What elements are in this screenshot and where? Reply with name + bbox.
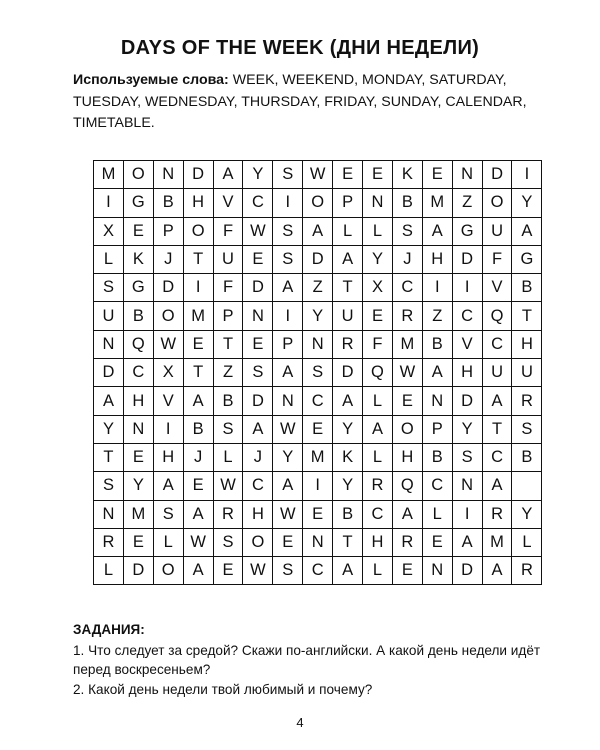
grid-cell: A bbox=[273, 472, 303, 500]
grid-cell: D bbox=[452, 387, 482, 415]
grid-cell: R bbox=[392, 528, 422, 556]
grid-cell: D bbox=[243, 274, 273, 302]
grid-cell: C bbox=[243, 189, 273, 217]
grid-cell: A bbox=[273, 274, 303, 302]
word-search-grid bbox=[93, 160, 542, 585]
grid-cell: P bbox=[333, 189, 363, 217]
grid-cell: A bbox=[422, 359, 452, 387]
grid-cell: E bbox=[273, 528, 303, 556]
grid-cell: A bbox=[213, 161, 243, 189]
grid-cell: I bbox=[273, 302, 303, 330]
task-2: 2. Какой день недели твой любимый и почему? bbox=[73, 682, 373, 697]
grid-cell: N bbox=[243, 302, 273, 330]
grid-cell: J bbox=[392, 245, 422, 273]
grid-cell: T bbox=[482, 415, 512, 443]
grid-cell: P bbox=[273, 330, 303, 358]
grid-cell: A bbox=[333, 557, 363, 585]
grid-cell: A bbox=[482, 387, 512, 415]
task-1: 1. Что следует за средой? Скажи по-английски. А какой день недели идёт перед воскресеньем? bbox=[73, 643, 541, 677]
grid-cell: A bbox=[333, 245, 363, 273]
grid-cell: C bbox=[422, 472, 452, 500]
grid-cell: I bbox=[94, 189, 124, 217]
used-words bbox=[73, 70, 543, 135]
grid-cell: B bbox=[422, 330, 452, 358]
grid-cell: Q bbox=[482, 302, 512, 330]
grid-cell: S bbox=[213, 415, 243, 443]
grid-cell: Z bbox=[452, 189, 482, 217]
grid-cell: S bbox=[94, 472, 124, 500]
grid-cell: H bbox=[422, 245, 452, 273]
grid-cell: E bbox=[303, 415, 333, 443]
grid-cell: W bbox=[392, 359, 422, 387]
grid-cell: S bbox=[512, 415, 542, 443]
grid-cell: P bbox=[153, 217, 183, 245]
grid-cell: V bbox=[452, 330, 482, 358]
grid-row bbox=[94, 557, 542, 585]
grid-cell: O bbox=[153, 302, 183, 330]
grid-cell: H bbox=[123, 387, 153, 415]
grid-row bbox=[94, 415, 542, 443]
grid-cell: A bbox=[482, 557, 512, 585]
grid-cell: N bbox=[452, 472, 482, 500]
grid-cell: A bbox=[333, 387, 363, 415]
grid-cell: A bbox=[303, 217, 333, 245]
grid-cell: R bbox=[512, 557, 542, 585]
grid-cell: Y bbox=[333, 415, 363, 443]
grid-cell: F bbox=[482, 245, 512, 273]
grid-cell: A bbox=[482, 472, 512, 500]
grid-row bbox=[94, 472, 542, 500]
grid-cell: M bbox=[123, 500, 153, 528]
grid-cell: M bbox=[392, 330, 422, 358]
grid-cell: Y bbox=[333, 472, 363, 500]
grid-cell: S bbox=[452, 443, 482, 471]
grid-cell: H bbox=[512, 330, 542, 358]
grid-cell: I bbox=[303, 472, 333, 500]
grid-cell: B bbox=[213, 387, 243, 415]
grid-cell: B bbox=[153, 189, 183, 217]
grid-cell: A bbox=[452, 528, 482, 556]
grid-cell: U bbox=[482, 217, 512, 245]
grid-cell: M bbox=[94, 161, 124, 189]
grid-cell: N bbox=[303, 330, 333, 358]
grid-cell: F bbox=[213, 274, 243, 302]
grid-cell: S bbox=[273, 245, 303, 273]
grid-cell: Q bbox=[363, 359, 393, 387]
page-title: DAYS OF THE WEEK (ДНИ НЕДЕЛИ) bbox=[120, 37, 480, 59]
grid-cell: T bbox=[213, 330, 243, 358]
grid-cell: W bbox=[183, 528, 213, 556]
grid-cell: A bbox=[183, 387, 213, 415]
grid-cell: E bbox=[243, 330, 273, 358]
grid-cell: L bbox=[333, 217, 363, 245]
grid-cell: A bbox=[183, 557, 213, 585]
grid-cell: O bbox=[303, 189, 333, 217]
grid-cell: E bbox=[213, 557, 243, 585]
grid-cell: O bbox=[243, 528, 273, 556]
grid-row bbox=[94, 500, 542, 528]
grid-cell: W bbox=[243, 557, 273, 585]
grid-cell: J bbox=[243, 443, 273, 471]
grid-cell: V bbox=[213, 189, 243, 217]
used-words-label: Используемые слова: bbox=[73, 72, 229, 88]
grid-cell: L bbox=[512, 528, 542, 556]
grid-cell: K bbox=[392, 161, 422, 189]
grid-cell: D bbox=[333, 359, 363, 387]
grid-cell: N bbox=[273, 387, 303, 415]
grid-cell: Z bbox=[213, 359, 243, 387]
grid-cell: B bbox=[512, 443, 542, 471]
grid-cell: I bbox=[452, 500, 482, 528]
grid-cell: D bbox=[123, 557, 153, 585]
grid-cell: A bbox=[153, 472, 183, 500]
grid-cell: Y bbox=[303, 302, 333, 330]
grid-cell: R bbox=[213, 500, 243, 528]
grid-cell: E bbox=[392, 557, 422, 585]
grid-cell: L bbox=[94, 557, 124, 585]
grid-row bbox=[94, 302, 542, 330]
grid-cell: S bbox=[303, 359, 333, 387]
grid-cell: J bbox=[153, 245, 183, 273]
grid-cell: Y bbox=[363, 245, 393, 273]
grid-cell: A bbox=[243, 415, 273, 443]
grid-cell: Z bbox=[303, 274, 333, 302]
grid-cell: C bbox=[303, 387, 333, 415]
grid-cell: U bbox=[333, 302, 363, 330]
grid-row bbox=[94, 387, 542, 415]
grid-cell: A bbox=[422, 217, 452, 245]
grid-cell: L bbox=[213, 443, 243, 471]
grid-cell: K bbox=[333, 443, 363, 471]
grid-cell: G bbox=[123, 274, 153, 302]
grid-cell: J bbox=[183, 443, 213, 471]
grid-cell: A bbox=[512, 217, 542, 245]
grid-cell: O bbox=[123, 161, 153, 189]
grid-cell: P bbox=[213, 302, 243, 330]
grid-cell: I bbox=[512, 161, 542, 189]
grid-cell: E bbox=[363, 302, 393, 330]
grid-cell: H bbox=[153, 443, 183, 471]
grid-cell: B bbox=[512, 274, 542, 302]
grid-cell: S bbox=[243, 359, 273, 387]
grid-cell: C bbox=[363, 500, 393, 528]
grid-cell: S bbox=[94, 274, 124, 302]
grid-cell: R bbox=[482, 500, 512, 528]
grid-cell: Y bbox=[243, 161, 273, 189]
grid-cell: I bbox=[183, 274, 213, 302]
grid-cell: C bbox=[392, 274, 422, 302]
grid-cell: R bbox=[392, 302, 422, 330]
grid-cell: R bbox=[333, 330, 363, 358]
grid-cell: V bbox=[482, 274, 512, 302]
grid-cell: H bbox=[452, 359, 482, 387]
grid-cell: D bbox=[452, 557, 482, 585]
grid-cell: U bbox=[94, 302, 124, 330]
grid-cell: D bbox=[303, 245, 333, 273]
page-number: 4 bbox=[296, 715, 304, 730]
grid-cell: N bbox=[303, 528, 333, 556]
grid-cell: L bbox=[363, 217, 393, 245]
grid-cell: E bbox=[422, 528, 452, 556]
grid-cell: F bbox=[213, 217, 243, 245]
grid-row bbox=[94, 528, 542, 556]
grid-cell: U bbox=[213, 245, 243, 273]
grid-cell: R bbox=[94, 528, 124, 556]
grid-cell: N bbox=[153, 161, 183, 189]
grid-cell: I bbox=[452, 274, 482, 302]
grid-cell: W bbox=[273, 500, 303, 528]
grid-cell: X bbox=[153, 359, 183, 387]
grid-cell: N bbox=[452, 161, 482, 189]
grid-cell: Q bbox=[392, 472, 422, 500]
grid-cell: D bbox=[482, 161, 512, 189]
grid-cell: W bbox=[243, 217, 273, 245]
grid-cell: M bbox=[482, 528, 512, 556]
grid-cell: E bbox=[243, 245, 273, 273]
grid-cell: A bbox=[94, 387, 124, 415]
grid-cell: G bbox=[123, 189, 153, 217]
grid-cell: W bbox=[213, 472, 243, 500]
grid-cell: D bbox=[183, 161, 213, 189]
grid-cell: H bbox=[363, 528, 393, 556]
grid-cell: B bbox=[422, 443, 452, 471]
grid-row bbox=[94, 189, 542, 217]
grid-cell: T bbox=[333, 274, 363, 302]
grid-cell: H bbox=[243, 500, 273, 528]
grid-cell: D bbox=[94, 359, 124, 387]
grid-row bbox=[94, 245, 542, 273]
grid-cell: L bbox=[363, 387, 393, 415]
grid-cell: L bbox=[94, 245, 124, 273]
grid-cell: L bbox=[363, 443, 393, 471]
grid-cell: I bbox=[273, 189, 303, 217]
grid-cell: T bbox=[333, 528, 363, 556]
grid-cell: W bbox=[153, 330, 183, 358]
grid-cell: V bbox=[153, 387, 183, 415]
grid-cell: C bbox=[482, 330, 512, 358]
grid-cell: E bbox=[303, 500, 333, 528]
grid-cell: C bbox=[243, 472, 273, 500]
grid-row bbox=[94, 359, 542, 387]
grid-cell: F bbox=[363, 330, 393, 358]
grid-cell: N bbox=[422, 557, 452, 585]
grid-cell: E bbox=[123, 217, 153, 245]
grid-cell: C bbox=[482, 443, 512, 471]
grid-cell: E bbox=[422, 161, 452, 189]
grid-cell: Y bbox=[94, 415, 124, 443]
grid-cell: X bbox=[363, 274, 393, 302]
grid-cell: M bbox=[183, 302, 213, 330]
grid-cell: X bbox=[94, 217, 124, 245]
grid-cell: D bbox=[243, 387, 273, 415]
grid-cell: L bbox=[363, 557, 393, 585]
grid-cell: E bbox=[392, 387, 422, 415]
grid-cell: E bbox=[183, 330, 213, 358]
grid-cell: U bbox=[482, 359, 512, 387]
grid-cell: D bbox=[153, 274, 183, 302]
grid-cell: S bbox=[273, 557, 303, 585]
grid-cell: A bbox=[183, 500, 213, 528]
grid-cell: Z bbox=[422, 302, 452, 330]
grid-cell: C bbox=[123, 359, 153, 387]
grid-cell: N bbox=[94, 330, 124, 358]
grid-cell: O bbox=[392, 415, 422, 443]
grid-cell: Y bbox=[512, 500, 542, 528]
grid-cell: W bbox=[303, 161, 333, 189]
grid-cell: Y bbox=[512, 189, 542, 217]
grid-cell: I bbox=[153, 415, 183, 443]
grid-cell: S bbox=[153, 500, 183, 528]
grid-cell: E bbox=[363, 161, 393, 189]
grid-cell: C bbox=[452, 302, 482, 330]
grid-cell: K bbox=[123, 245, 153, 273]
grid-cell: H bbox=[392, 443, 422, 471]
grid-cell: L bbox=[422, 500, 452, 528]
grid-cell: O bbox=[482, 189, 512, 217]
grid-cell: W bbox=[273, 415, 303, 443]
grid-cell: E bbox=[183, 472, 213, 500]
grid-cell: C bbox=[303, 557, 333, 585]
grid-cell: A bbox=[273, 359, 303, 387]
grid-cell: S bbox=[392, 217, 422, 245]
grid-row bbox=[94, 443, 542, 471]
grid-cell: S bbox=[273, 161, 303, 189]
grid-cell bbox=[512, 472, 542, 500]
grid-cell: T bbox=[183, 245, 213, 273]
grid-cell: B bbox=[392, 189, 422, 217]
grid-cell: S bbox=[213, 528, 243, 556]
grid-row bbox=[94, 330, 542, 358]
grid-cell: M bbox=[422, 189, 452, 217]
grid-cell: A bbox=[363, 415, 393, 443]
grid-cell: N bbox=[363, 189, 393, 217]
used-words-list: WEEK, WEEKEND, MONDAY, SATURDAY, TUESDAY, WEDNESDAY, THURSDAY, FRIDAY, SUNDAY, CALENDAR, TIMETABLE. bbox=[73, 72, 527, 131]
grid-cell: B bbox=[123, 302, 153, 330]
grid-cell: O bbox=[183, 217, 213, 245]
grid-cell: R bbox=[512, 387, 542, 415]
grid-cell: G bbox=[512, 245, 542, 273]
grid-cell: L bbox=[153, 528, 183, 556]
grid-cell: B bbox=[333, 500, 363, 528]
grid-cell: Y bbox=[452, 415, 482, 443]
grid-cell: P bbox=[422, 415, 452, 443]
grid-cell: N bbox=[123, 415, 153, 443]
tasks-heading: ЗАДАНИЯ: bbox=[73, 622, 145, 637]
grid-cell: T bbox=[94, 443, 124, 471]
grid-cell: T bbox=[512, 302, 542, 330]
grid-cell: D bbox=[452, 245, 482, 273]
grid-cell: M bbox=[303, 443, 333, 471]
grid-cell: G bbox=[452, 217, 482, 245]
grid-row bbox=[94, 217, 542, 245]
grid-cell: E bbox=[123, 528, 153, 556]
grid-cell: A bbox=[392, 500, 422, 528]
grid-cell: O bbox=[153, 557, 183, 585]
grid-cell: Y bbox=[273, 443, 303, 471]
grid-cell: Y bbox=[123, 472, 153, 500]
grid-cell: H bbox=[183, 189, 213, 217]
grid-cell: U bbox=[512, 359, 542, 387]
grid-cell: E bbox=[123, 443, 153, 471]
grid-cell: N bbox=[94, 500, 124, 528]
grid-cell: N bbox=[422, 387, 452, 415]
grid-cell: I bbox=[422, 274, 452, 302]
grid-cell: B bbox=[183, 415, 213, 443]
grid-cell: E bbox=[333, 161, 363, 189]
grid-cell: T bbox=[183, 359, 213, 387]
grid-cell: Q bbox=[123, 330, 153, 358]
grid-cell: S bbox=[273, 217, 303, 245]
grid-row bbox=[94, 274, 542, 302]
grid-row bbox=[94, 161, 542, 189]
grid-cell: R bbox=[363, 472, 393, 500]
